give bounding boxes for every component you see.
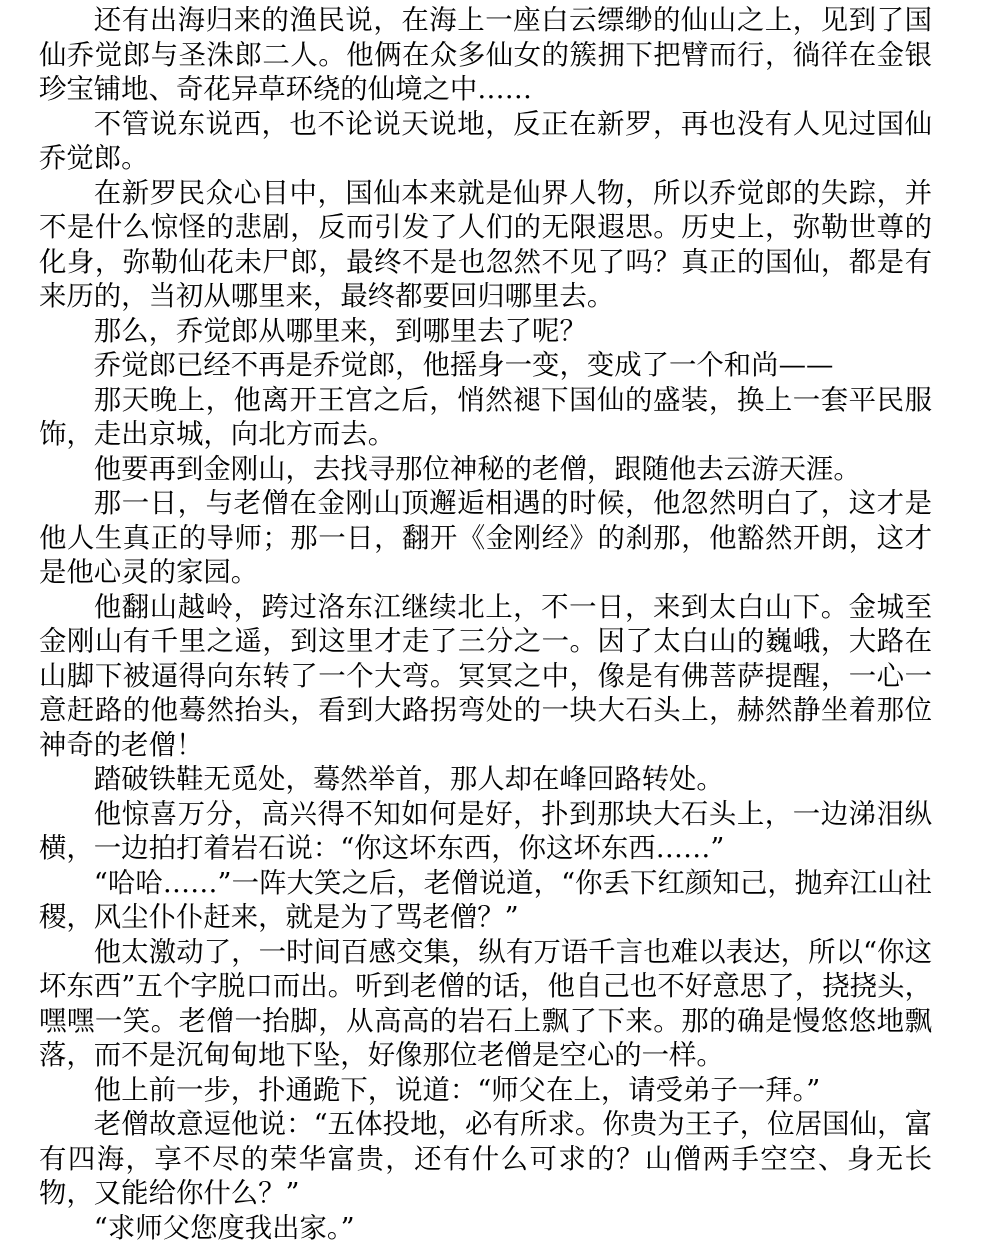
paragraph-13: 他太激动了，一时间百感交集，纵有万语千言也难以表达，所以“你这坏东西”五个字脱口而出。听到老僧的话，他自己也不好意思了，挠挠头，嘿嘿一笑。老僧一抬脚，从高高的岩石上飘了下来。那的确是慢悠悠地飘落，而不是沉甸甸地下坠，好像那位老僧是空心的一样。 <box>39 936 932 1074</box>
paragraph-5: 乔觉郎已经不再是乔觉郎，他摇身一变，变成了一个和尚—— <box>39 349 932 384</box>
paragraph-6: 那天晚上，他离开王宫之后，悄然褪下国仙的盛装，换上一套平民服饰，走出京城，向北方而去。 <box>39 384 932 453</box>
paragraph-2: 不管说东说西，也不论说天说地，反正在新罗，再也没有人见过国仙乔觉郎。 <box>39 108 932 177</box>
paragraph-12: “哈哈……”一阵大笑之后，老僧说道，“你丢下红颜知己，抛弃江山社稷，风尘仆仆赶来，就是为了骂老僧？” <box>39 867 932 936</box>
paragraph-3: 在新罗民众心目中，国仙本来就是仙界人物，所以乔觉郎的失踪，并不是什么惊怪的悲剧，反而引发了人们的无限遐思。历史上，弥勒世尊的化身，弥勒仙花未尸郎，最终不是也忽然不见了吗？真正的国仙，都是有来历的，当初从哪里来，最终都要回归哪里去。 <box>39 177 932 315</box>
paragraph-1: 还有出海归来的渔民说，在海上一座白云缥缈的仙山之上，见到了国仙乔觉郎与圣洙郎二人。他俩在众多仙女的簇拥下把臂而行，徜徉在金银珍宝铺地、奇花异草环绕的仙境之中…… <box>39 4 932 108</box>
paragraph-4: 那么，乔觉郎从哪里来，到哪里去了呢？ <box>39 315 932 350</box>
paragraph-14: 他上前一步，扑通跪下，说道：“师父在上，请受弟子一拜。” <box>39 1074 932 1109</box>
paragraph-10: 踏破铁鞋无觅处，蓦然举首，那人却在峰回路转处。 <box>39 763 932 798</box>
paragraph-16: “求师父您度我出家。” <box>39 1212 932 1246</box>
paragraph-8: 那一日，与老僧在金刚山顶邂逅相遇的时候，他忽然明白了，这才是他人生真正的导师；那一日，翻开《金刚经》的刹那，他豁然开朗，这才是他心灵的家园。 <box>39 487 932 591</box>
paragraph-7: 他要再到金刚山，去找寻那位神秘的老僧，跟随他去云游天涯。 <box>39 453 932 488</box>
paragraph-11: 他惊喜万分，高兴得不知如何是好，扑到那块大石头上，一边涕泪纵横，一边拍打着岩石说：“你这坏东西，你这坏东西……” <box>39 798 932 867</box>
paragraph-15: 老僧故意逗他说：“五体投地，必有所求。你贵为王子，位居国仙，富有四海，享不尽的荣华富贵，还有什么可求的？山僧两手空空、身无长物，又能给你什么？” <box>39 1108 932 1212</box>
paragraph-9: 他翻山越岭，跨过洛东江继续北上，不一日，来到太白山下。金城至金刚山有千里之遥，到这里才走了三分之一。因了太白山的巍峨，大路在山脚下被逼得向东转了一个大弯。冥冥之中，像是有佛菩萨提醒，一心一意赶路的他蓦然抬头，看到大路拐弯处的一块大石头上，赫然静坐着那位神奇的老僧！ <box>39 591 932 764</box>
